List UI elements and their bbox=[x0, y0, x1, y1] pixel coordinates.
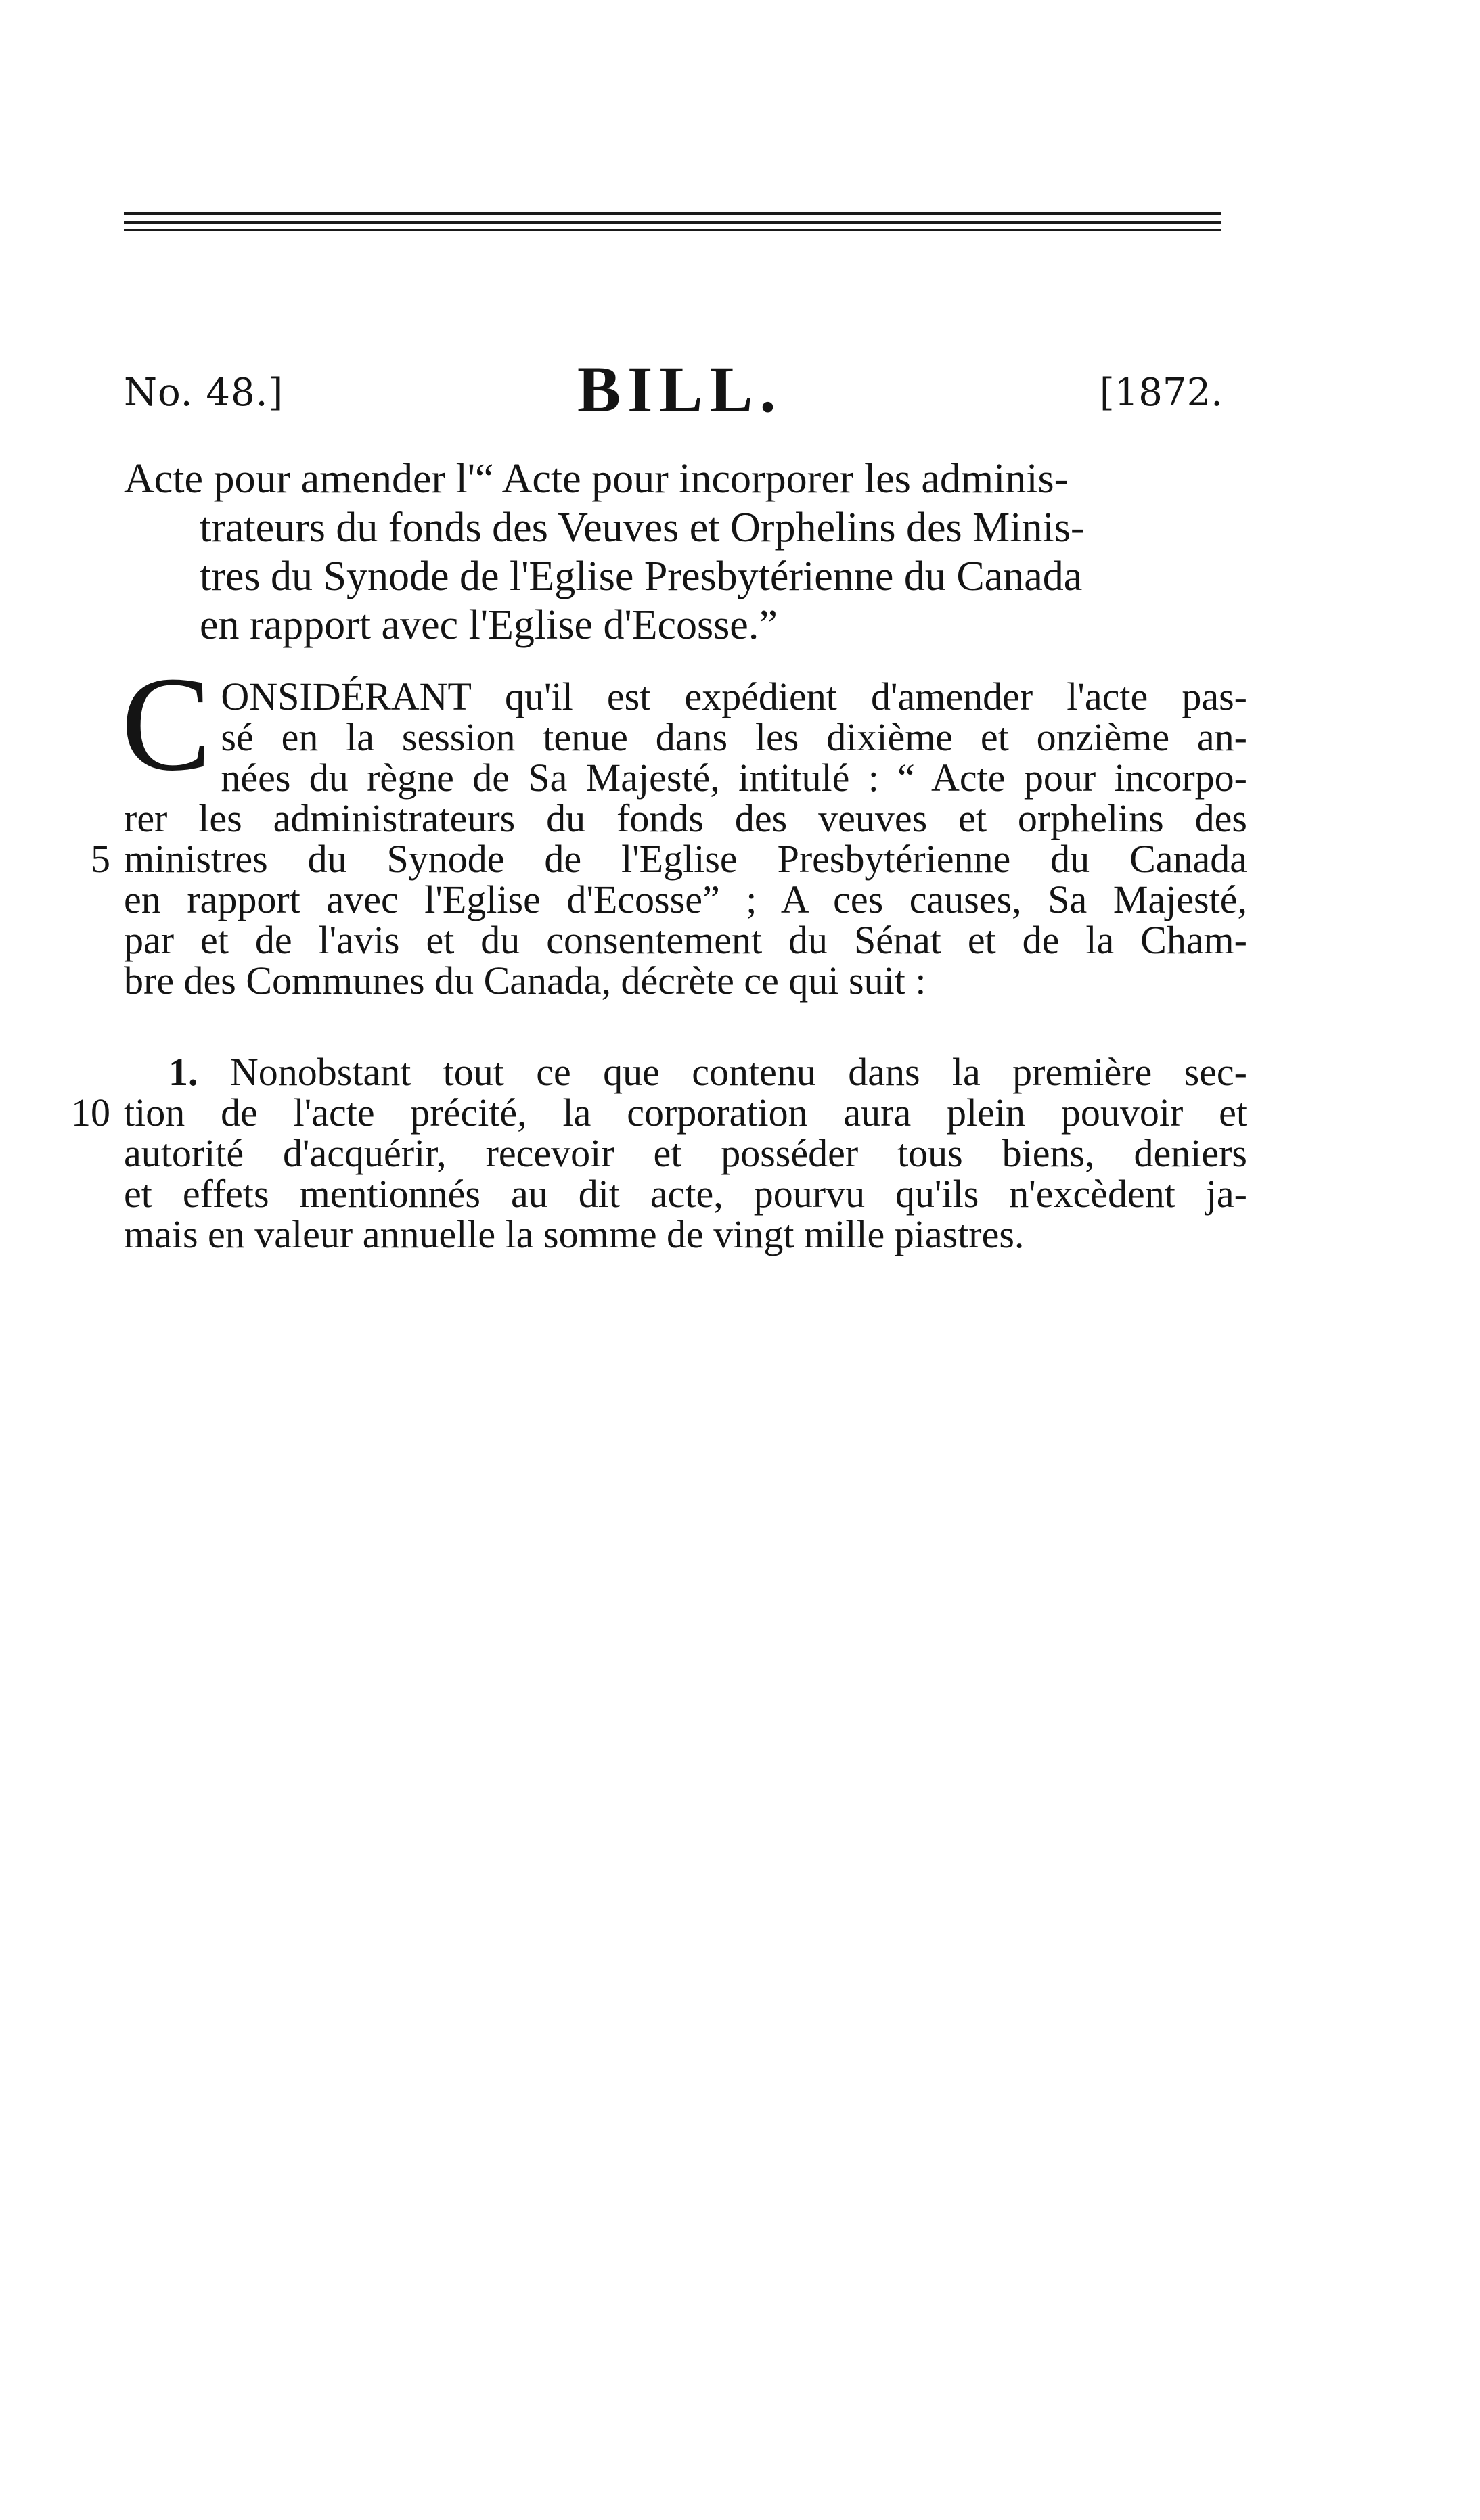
section-1-paragraph bbox=[71, 1050, 1247, 1256]
bill-year: [1872. bbox=[1099, 371, 1223, 415]
preamble-line: ministres du Synode de l'Eglise Presbytérienne du Canada bbox=[124, 837, 1247, 881]
header-rule-middle bbox=[124, 221, 1221, 224]
section-line bbox=[124, 1052, 1247, 1093]
section-line: et effets mentionnés au dit acte, pourvu qu'ils n'excèdent ja- bbox=[124, 1172, 1247, 1216]
preamble-line: par et de l'avis et du consentement du Sénat et de la Cham- bbox=[124, 918, 1247, 962]
margin-line-number: 5 bbox=[91, 837, 110, 881]
act-title-line: tres du Synode de l'Eglise Presbytérienne du Canada bbox=[200, 553, 1083, 599]
preamble-line: sé en la session tenue dans les dixième et onzième an- bbox=[221, 715, 1247, 759]
act-title-line: Acte pour amender l'“ Acte pour incorporer les adminis- bbox=[124, 456, 1069, 502]
bill-title: BILL. bbox=[577, 353, 783, 426]
preamble-line: rer les administrateurs du fonds des veuves et orphelins des bbox=[124, 796, 1247, 840]
preamble-paragraph bbox=[91, 649, 1247, 1003]
act-title bbox=[124, 455, 1247, 649]
header-rule-top bbox=[124, 212, 1221, 215]
section-number: 1. bbox=[169, 1050, 198, 1094]
preamble-line: en rapport avec l'Eglise d'Ecosse” ; A ces causes, Sa Majesté, bbox=[124, 877, 1247, 921]
act-title-line: en rapport avec l'Eglise d'Ecosse.” bbox=[200, 602, 778, 648]
section-line: mais en valeur annuelle la somme de vingt mille piastres. bbox=[124, 1212, 1025, 1256]
header-rule-bottom bbox=[124, 229, 1221, 231]
section-line: autorité d'acquérir, recevoir et posséder tous biens, deniers bbox=[124, 1131, 1247, 1175]
drop-cap-letter: C bbox=[121, 649, 212, 799]
preamble-line: nées du règne de Sa Majesté, intitulé : “ Acte pour incorpo- bbox=[221, 756, 1247, 800]
preamble-line: ONSIDÉRANT qu'il est expédient d'amender l'acte pas- bbox=[221, 674, 1247, 718]
bill-number: No. 48.] bbox=[124, 371, 284, 415]
section-line: tion de l'acte précité, la corporation aura plein pouvoir et bbox=[124, 1091, 1247, 1135]
act-title-line: trateurs du fonds des Veuves et Orphelins des Minis- bbox=[200, 505, 1085, 551]
bill-header bbox=[124, 352, 1261, 426]
preamble-line: bre des Communes du Canada, décrète ce qui suit : bbox=[124, 959, 926, 1003]
margin-line-number: 10 bbox=[71, 1091, 110, 1135]
section-line-text: Nonobstant tout ce que contenu dans la première sec- bbox=[229, 1050, 1247, 1094]
